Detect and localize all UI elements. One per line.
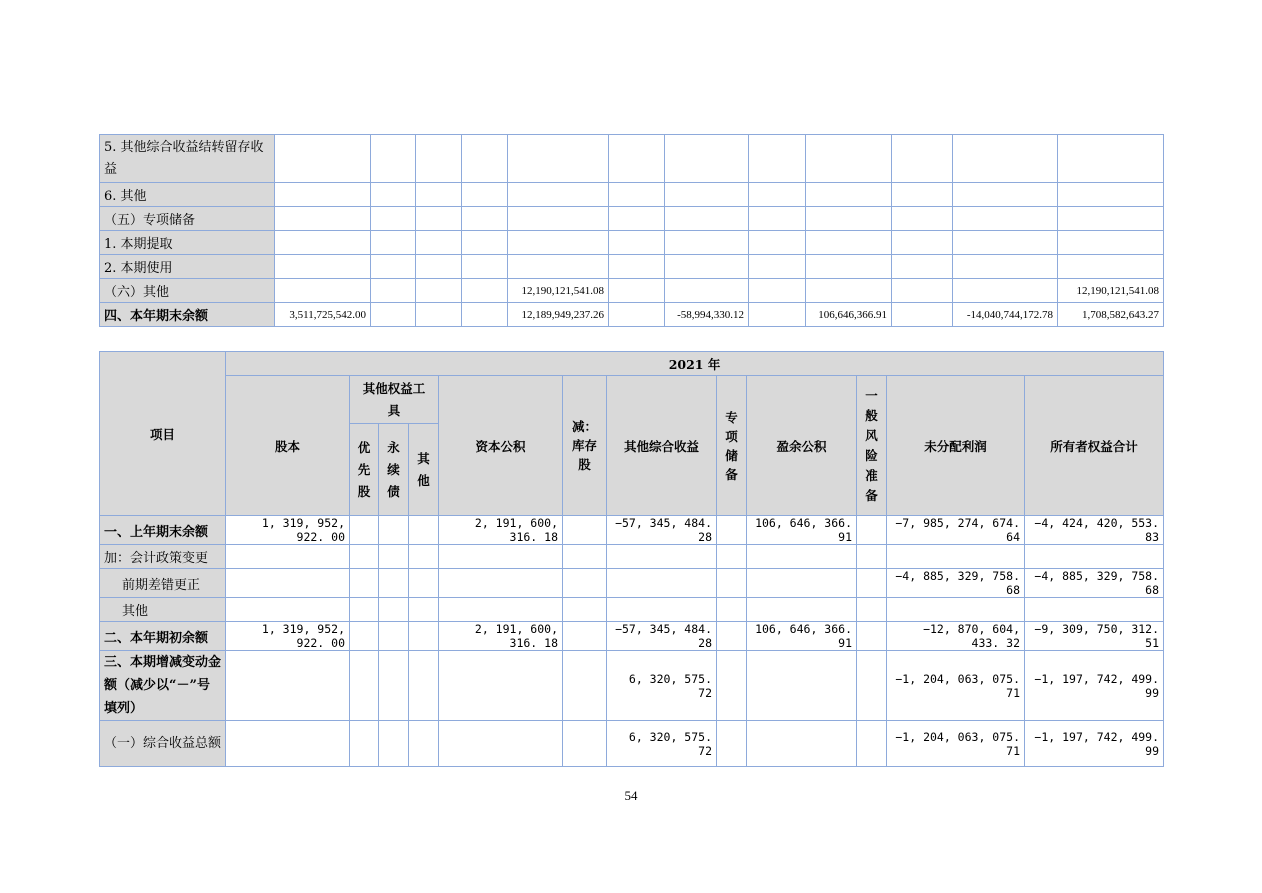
cell-preferred xyxy=(350,622,379,651)
cell-perpetual xyxy=(416,231,462,255)
cell-special-reserve xyxy=(717,651,747,721)
cell-undistributed xyxy=(953,135,1058,183)
cell-total-equity xyxy=(1058,231,1164,255)
cell-general-risk xyxy=(892,303,953,327)
cell-special-reserve xyxy=(717,598,747,622)
cell-special-reserve xyxy=(717,545,747,569)
cell-other-tool xyxy=(462,207,508,231)
cell-surplus-reserve xyxy=(806,207,892,231)
row-label: 6. 其他 xyxy=(100,183,275,207)
page-number: 54 xyxy=(624,788,638,803)
cell-perpetual xyxy=(379,569,409,598)
cell-oci xyxy=(665,207,749,231)
cell-preferred xyxy=(350,545,379,569)
row-label: 其他 xyxy=(100,598,226,622)
cell-perpetual xyxy=(416,207,462,231)
cell-surplus-reserve xyxy=(806,183,892,207)
table-row xyxy=(100,279,1164,303)
cell-other-tool xyxy=(409,598,439,622)
table-row xyxy=(100,516,1164,545)
cell-surplus-reserve xyxy=(747,651,857,721)
cell-share-capital xyxy=(275,255,371,279)
cell-surplus-reserve xyxy=(747,545,857,569)
cell-oci: 6, 320, 575. 72 xyxy=(607,651,717,721)
cell-perpetual xyxy=(379,598,409,622)
cell-total-equity: −1, 197, 742, 499. 99 xyxy=(1025,721,1164,767)
cell-oci xyxy=(665,255,749,279)
cell-special-reserve xyxy=(749,183,806,207)
cell-undistributed: −7, 985, 274, 674. 64 xyxy=(887,516,1025,545)
cell-general-risk xyxy=(892,183,953,207)
header-surplus-reserve: 盈余公积 xyxy=(747,376,857,516)
cell-share-capital xyxy=(275,279,371,303)
row-label: 5. 其他综合收益结转留存收益 xyxy=(100,135,275,183)
header-other-equity-tools: 其他权益工具 xyxy=(350,376,439,424)
cell-capital-reserve xyxy=(439,721,563,767)
row-label: 一、上年期末余额 xyxy=(100,516,226,545)
cell-share-capital xyxy=(275,231,371,255)
cell-other-tool xyxy=(409,516,439,545)
cell-oci: -58,994,330.12 xyxy=(665,303,749,327)
cell-share-capital xyxy=(275,183,371,207)
cell-oci xyxy=(607,545,717,569)
cell-surplus-reserve: 106,646,366.91 xyxy=(806,303,892,327)
cell-capital-reserve: 2, 191, 600, 316. 18 xyxy=(439,622,563,651)
cell-capital-reserve xyxy=(439,651,563,721)
cell-treasury xyxy=(563,516,607,545)
cell-treasury xyxy=(609,231,665,255)
cell-general-risk xyxy=(857,569,887,598)
cell-preferred xyxy=(371,183,416,207)
cell-share-capital: 1, 319, 952, 922. 00 xyxy=(226,516,350,545)
table-row xyxy=(100,207,1164,231)
cell-total-equity: −4, 885, 329, 758. 68 xyxy=(1025,569,1164,598)
cell-undistributed: −1, 204, 063, 075. 71 xyxy=(887,721,1025,767)
cell-other-tool xyxy=(462,255,508,279)
header-perpetual: 永续债 xyxy=(379,424,409,516)
cell-general-risk xyxy=(892,279,953,303)
cell-capital-reserve: 12,189,949,237.26 xyxy=(508,303,609,327)
table-row xyxy=(100,721,1164,767)
row-label: 二、本年期初余额 xyxy=(100,622,226,651)
cell-preferred xyxy=(371,303,416,327)
cell-treasury xyxy=(609,279,665,303)
cell-oci xyxy=(665,135,749,183)
header-year: 2021 年 xyxy=(226,352,1164,376)
cell-total-equity: −4, 424, 420, 553. 83 xyxy=(1025,516,1164,545)
cell-surplus-reserve xyxy=(806,231,892,255)
cell-share-capital xyxy=(226,569,350,598)
cell-special-reserve xyxy=(749,135,806,183)
cell-oci xyxy=(665,231,749,255)
row-label: 2. 本期使用 xyxy=(100,255,275,279)
cell-perpetual xyxy=(416,255,462,279)
cell-general-risk xyxy=(892,135,953,183)
header-undistributed: 未分配利润 xyxy=(887,376,1025,516)
cell-perpetual xyxy=(379,516,409,545)
cell-undistributed: −12, 870, 604, 433. 32 xyxy=(887,622,1025,651)
cell-preferred xyxy=(371,279,416,303)
cell-surplus-reserve: 106, 646, 366. 91 xyxy=(747,516,857,545)
row-label: （六）其他 xyxy=(100,279,275,303)
cell-treasury xyxy=(563,569,607,598)
row-label: 前期差错更正 xyxy=(100,569,226,598)
cell-perpetual xyxy=(416,135,462,183)
cell-share-capital xyxy=(275,207,371,231)
cell-other-tool xyxy=(409,651,439,721)
cell-perpetual xyxy=(379,622,409,651)
cell-general-risk xyxy=(857,622,887,651)
cell-undistributed xyxy=(953,207,1058,231)
cell-total-equity: 12,190,121,541.08 xyxy=(1058,279,1164,303)
header-total-equity: 所有者权益合计 xyxy=(1025,376,1164,516)
cell-share-capital xyxy=(226,545,350,569)
table-row xyxy=(100,622,1164,651)
row-label: 三、本期增减变动金额（减少以“－”号填列） xyxy=(100,651,226,721)
cell-share-capital: 1, 319, 952, 922. 00 xyxy=(226,622,350,651)
row-label: 1. 本期提取 xyxy=(100,231,275,255)
header-treasury: 减：库存股 xyxy=(563,376,607,516)
header-preferred: 优先股 xyxy=(350,424,379,516)
header-row xyxy=(100,352,1164,376)
cell-undistributed xyxy=(887,545,1025,569)
cell-special-reserve xyxy=(749,231,806,255)
table-row xyxy=(100,135,1164,183)
cell-capital-reserve xyxy=(439,569,563,598)
table-row xyxy=(100,255,1164,279)
row-label: （五）专项储备 xyxy=(100,207,275,231)
cell-perpetual xyxy=(379,545,409,569)
cell-capital-reserve xyxy=(439,545,563,569)
cell-general-risk xyxy=(857,721,887,767)
cell-special-reserve xyxy=(749,255,806,279)
equity-statement-table-2021 xyxy=(99,351,1164,767)
cell-preferred xyxy=(371,255,416,279)
cell-capital-reserve xyxy=(508,255,609,279)
cell-other-tool xyxy=(462,183,508,207)
cell-treasury xyxy=(609,135,665,183)
header-item: 项目 xyxy=(100,352,226,516)
cell-general-risk xyxy=(892,231,953,255)
cell-surplus-reserve xyxy=(806,135,892,183)
cell-undistributed xyxy=(953,279,1058,303)
cell-preferred xyxy=(350,651,379,721)
cell-treasury xyxy=(563,545,607,569)
row-label: 加：会计政策变更 xyxy=(100,545,226,569)
cell-surplus-reserve xyxy=(806,255,892,279)
cell-undistributed xyxy=(953,255,1058,279)
header-other-tool: 其他 xyxy=(409,424,439,516)
table-row xyxy=(100,545,1164,569)
cell-treasury xyxy=(609,207,665,231)
cell-general-risk xyxy=(892,255,953,279)
cell-surplus-reserve xyxy=(747,569,857,598)
cell-total-equity xyxy=(1025,545,1164,569)
cell-oci: −57, 345, 484. 28 xyxy=(607,622,717,651)
cell-perpetual xyxy=(416,279,462,303)
cell-oci: 6, 320, 575. 72 xyxy=(607,721,717,767)
cell-surplus-reserve xyxy=(747,598,857,622)
cell-special-reserve xyxy=(717,516,747,545)
cell-treasury xyxy=(563,651,607,721)
cell-capital-reserve: 2, 191, 600, 316. 18 xyxy=(439,516,563,545)
cell-surplus-reserve: 106, 646, 366. 91 xyxy=(747,622,857,651)
cell-surplus-reserve xyxy=(747,721,857,767)
cell-undistributed: -14,040,744,172.78 xyxy=(953,303,1058,327)
equity-statement-table-continued xyxy=(99,134,1164,327)
cell-other-tool xyxy=(409,622,439,651)
cell-other-tool xyxy=(462,303,508,327)
table-row xyxy=(100,303,1164,327)
cell-total-equity xyxy=(1058,207,1164,231)
cell-total-equity xyxy=(1058,135,1164,183)
cell-perpetual xyxy=(379,651,409,721)
cell-total-equity: 1,708,582,643.27 xyxy=(1058,303,1164,327)
cell-capital-reserve xyxy=(508,183,609,207)
cell-preferred xyxy=(371,135,416,183)
cell-preferred xyxy=(350,516,379,545)
cell-other-tool xyxy=(409,545,439,569)
cell-capital-reserve xyxy=(508,207,609,231)
cell-other-tool xyxy=(462,135,508,183)
cell-treasury xyxy=(609,183,665,207)
cell-undistributed: −4, 885, 329, 758. 68 xyxy=(887,569,1025,598)
cell-general-risk xyxy=(857,598,887,622)
cell-share-capital xyxy=(226,651,350,721)
cell-general-risk xyxy=(892,207,953,231)
cell-total-equity xyxy=(1058,255,1164,279)
cell-general-risk xyxy=(857,516,887,545)
cell-share-capital xyxy=(226,598,350,622)
cell-other-tool xyxy=(409,721,439,767)
cell-special-reserve xyxy=(749,303,806,327)
cell-special-reserve xyxy=(717,622,747,651)
cell-oci xyxy=(607,598,717,622)
cell-preferred xyxy=(371,231,416,255)
cell-surplus-reserve xyxy=(806,279,892,303)
cell-undistributed: −1, 204, 063, 075. 71 xyxy=(887,651,1025,721)
cell-undistributed xyxy=(953,183,1058,207)
header-share-capital: 股本 xyxy=(226,376,350,516)
cell-special-reserve xyxy=(749,207,806,231)
table-row xyxy=(100,651,1164,721)
cell-capital-reserve: 12,190,121,541.08 xyxy=(508,279,609,303)
cell-preferred xyxy=(350,598,379,622)
cell-special-reserve xyxy=(749,279,806,303)
cell-preferred xyxy=(350,721,379,767)
cell-treasury xyxy=(563,622,607,651)
cell-perpetual xyxy=(379,721,409,767)
cell-general-risk xyxy=(857,545,887,569)
cell-oci xyxy=(665,279,749,303)
cell-undistributed xyxy=(887,598,1025,622)
cell-total-equity xyxy=(1025,598,1164,622)
cell-treasury xyxy=(609,255,665,279)
cell-general-risk xyxy=(857,651,887,721)
cell-oci xyxy=(607,569,717,598)
cell-share-capital xyxy=(275,135,371,183)
header-row xyxy=(100,376,1164,424)
cell-special-reserve xyxy=(717,569,747,598)
cell-other-tool xyxy=(409,569,439,598)
table-row xyxy=(100,183,1164,207)
header-capital-reserve: 资本公积 xyxy=(439,376,563,516)
cell-perpetual xyxy=(416,183,462,207)
cell-treasury xyxy=(563,721,607,767)
header-general-risk: 一般风险准备 xyxy=(857,376,887,516)
cell-share-capital xyxy=(226,721,350,767)
row-label: （一）综合收益总额 xyxy=(100,721,226,767)
cell-treasury xyxy=(563,598,607,622)
cell-undistributed xyxy=(953,231,1058,255)
cell-preferred xyxy=(350,569,379,598)
table-row xyxy=(100,598,1164,622)
cell-preferred xyxy=(371,207,416,231)
header-oci: 其他综合收益 xyxy=(607,376,717,516)
cell-oci xyxy=(665,183,749,207)
cell-total-equity: −9, 309, 750, 312. 51 xyxy=(1025,622,1164,651)
cell-capital-reserve xyxy=(508,135,609,183)
cell-oci: −57, 345, 484. 28 xyxy=(607,516,717,545)
table-row xyxy=(100,569,1164,598)
cell-treasury xyxy=(609,303,665,327)
cell-total-equity: −1, 197, 742, 499. 99 xyxy=(1025,651,1164,721)
cell-special-reserve xyxy=(717,721,747,767)
cell-perpetual xyxy=(416,303,462,327)
table-row xyxy=(100,231,1164,255)
cell-total-equity xyxy=(1058,183,1164,207)
header-special-reserve: 专项储备 xyxy=(717,376,747,516)
cell-share-capital: 3,511,725,542.00 xyxy=(275,303,371,327)
cell-other-tool xyxy=(462,231,508,255)
row-label: 四、本年期末余额 xyxy=(100,303,275,327)
cell-capital-reserve xyxy=(439,598,563,622)
cell-capital-reserve xyxy=(508,231,609,255)
cell-other-tool xyxy=(462,279,508,303)
